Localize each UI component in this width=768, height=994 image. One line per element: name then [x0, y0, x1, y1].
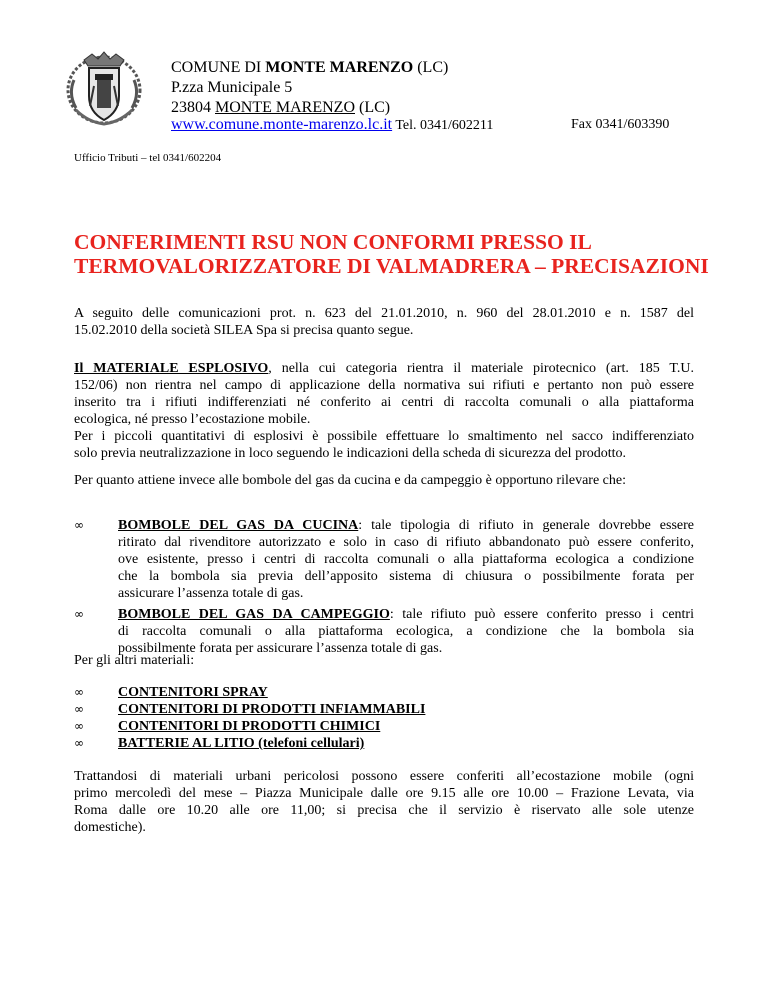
campeggio-line-2: di raccolta comunali o alla piattaforma ecologica, a condizione che la bombola sia — [118, 624, 694, 639]
comune-title — [171, 58, 448, 77]
ufficio-tributi: Ufficio Tributi – tel 0341/602204 — [74, 152, 222, 164]
website-link[interactable]: www.comune.monte-marenzo.lc.it — [171, 116, 393, 133]
bombole-cucina-item — [118, 517, 694, 602]
title-line-2: TERMOVALORIZZATORE DI VALMADRERA – PRECISAZIONI — [74, 254, 709, 278]
campeggio-line-1 — [118, 606, 694, 623]
bullet-icon: ∞ — [74, 702, 84, 716]
comune-suffix: (LC) — [413, 59, 449, 76]
bombole-campeggio-item — [118, 606, 694, 657]
conclusione-line-4: domestiche). — [74, 820, 146, 835]
contact-line — [171, 115, 493, 135]
esplosivo-line-6: solo previa neutralizzazione in loco seguendo le indicazioni della scheda di sicurezza del prodotto. — [74, 446, 627, 461]
bullet-icon: ∞ — [74, 685, 84, 699]
campeggio-line-1-rest: : tale rifiuto può essere conferito presso i centri — [389, 607, 694, 622]
city-name: MONTE MARENZO — [215, 99, 355, 116]
list-item-label: CONTENITORI DI PRODOTTI CHIMICI — [118, 719, 381, 734]
bullet-symbol — [74, 606, 84, 623]
esplosivo-line-1-rest: , nella cui categoria rientra il materiale pirotecnico (art. 185 T.U. — [268, 361, 694, 376]
cap: 23804 — [171, 99, 215, 116]
altri-intro — [74, 652, 694, 669]
list-item-label: BATTERIE AL LITIO (telefoni cellulari) — [118, 736, 365, 751]
title-line-1: CONFERIMENTI RSU NON CONFORMI PRESSO IL — [74, 230, 592, 254]
list-item-label: CONTENITORI SPRAY — [118, 685, 268, 700]
esplosivo-line-1 — [74, 360, 694, 377]
esplosivo-heading: Il MATERIALE ESPLOSIVO — [74, 361, 269, 376]
bombole-intro-text: Per quanto attiene invece alle bombole del gas da cucina e da campeggio è opportuno rilevare che: — [74, 473, 626, 488]
cucina-line-5: assicurare l’assenza totale di gas. — [118, 586, 304, 601]
cucina-line-1 — [118, 517, 694, 534]
tel-number: Tel. 0341/602211 — [392, 118, 494, 133]
bullet-icon: ∞ — [74, 607, 84, 621]
comune-prefix: COMUNE DI — [171, 59, 266, 76]
esplosivo-line-2: 152/06) non rientra nel campo di applicazione della normativa sui rifiuti e pertanto non può essere — [74, 378, 694, 393]
esplosivo-paragraph — [74, 360, 694, 462]
cucina-heading: BOMBOLE DEL GAS DA CUCINA — [118, 518, 359, 533]
fax-number: Fax 0341/603390 — [571, 117, 670, 132]
bullet-icon: ∞ — [74, 736, 84, 750]
campeggio-line-3: possibilmente forata per assicurare l’assenza totale di gas. — [118, 641, 443, 656]
campeggio-heading: BOMBOLE DEL GAS DA CAMPEGGIO — [118, 607, 390, 622]
comune-name: MONTE MARENZO — [265, 59, 414, 76]
conclusione-line-3: Roma dalle ore 10.20 alle ore 11,00; si precisa che il servizio è riservato alle sole utenze — [74, 803, 694, 818]
cucina-line-2: ritirato dal rivenditore autorizzato e solo in caso di rifiuto abbandonato può essere conferito, — [118, 535, 694, 550]
bombole-intro — [74, 472, 694, 489]
esplosivo-line-3: inserito tra i rifiuti indifferenziati né conferito ai centri di raccolta comunali o alla piattaforma — [74, 395, 694, 410]
bullet-icon: ∞ — [74, 719, 84, 733]
conclusione-paragraph — [74, 768, 694, 836]
bullet-symbol — [74, 517, 84, 534]
cucina-line-3: ove esistente, presso i centri di raccolta comunali o alla piattaforma ecologica a condizione — [118, 552, 694, 567]
list-item-label: CONTENITORI DI PRODOTTI INFIAMMABILI — [118, 702, 426, 717]
municipal-crest-icon — [64, 50, 144, 126]
cucina-line-4: che la bombola sia previa dell’apposito sistema di chiusura o possibilmente forata per — [118, 569, 694, 584]
conclusione-line-2: primo mercoledì del mese – Piazza Municipale dalle ore 9.15 alle ore 10.00 – Frazione Levata, via — [74, 786, 694, 801]
intro-paragraph — [74, 305, 694, 339]
cucina-line-1-rest: : tale tipologia di rifiuto in generale dovrebbe essere — [358, 518, 694, 533]
bullet-icon: ∞ — [74, 518, 84, 532]
document-title — [74, 230, 714, 278]
comune-address: P.zza Municipale 5 — [171, 79, 293, 96]
intro-line-2: 15.02.2010 della società SILEA Spa si precisa quanto segue. — [74, 323, 414, 338]
esplosivo-line-5: Per i piccoli quantitativi di esplosivi è possibile effettuare lo smaltimento nel sacco indifferenziato — [74, 429, 694, 444]
conclusione-line-1: Trattandosi di materiali urbani pericolosi possono essere conferiti all’ecostazione mobile (ogni — [74, 769, 694, 784]
city-suffix: (LC) — [355, 99, 391, 116]
esplosivo-line-4: ecologica, né presso l’ecostazione mobile. — [74, 412, 311, 427]
intro-line-1: A seguito delle comunicazioni prot. n. 623 del 21.01.2010, n. 960 del 28.01.2010 e n. 1587 del — [74, 306, 694, 321]
altri-intro-text: Per gli altri materiali: — [74, 653, 195, 668]
